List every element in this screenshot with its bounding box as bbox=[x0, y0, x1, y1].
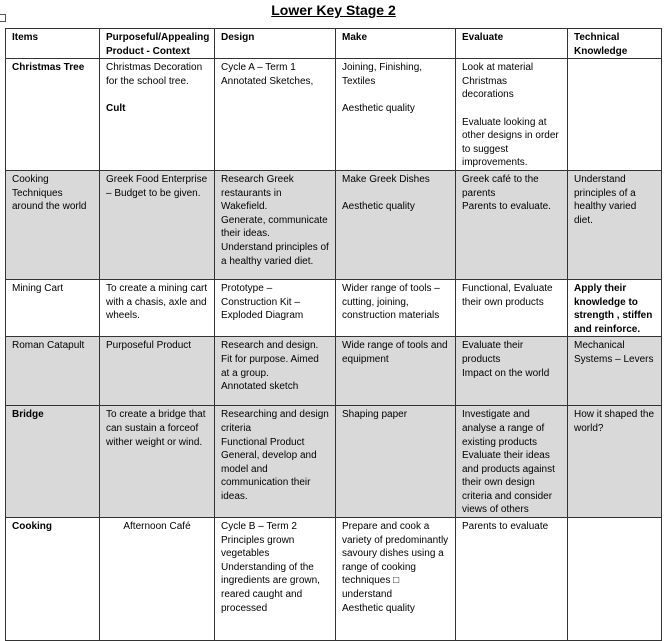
cell-line: Christmas Decoration for the school tree. bbox=[106, 62, 203, 87]
evaluate-cell bbox=[456, 337, 568, 406]
cell-line bbox=[106, 88, 208, 102]
evaluate-cell bbox=[456, 170, 568, 279]
cell-line: Wider range of tools – cutting, joining, construction materials bbox=[342, 282, 440, 322]
design-cell bbox=[215, 59, 336, 171]
cell-line: Apply their knowledge to strength , stiffen and reinforce. bbox=[574, 282, 653, 335]
evaluate-cell bbox=[456, 518, 568, 641]
cell-line bbox=[342, 187, 449, 201]
design-cell bbox=[215, 337, 336, 406]
cell-line: Research and design. bbox=[221, 340, 319, 352]
cell-line: Wide range of tools and equipment bbox=[342, 340, 448, 365]
evaluate-cell bbox=[456, 59, 568, 171]
page-title: Lower Key Stage 2 bbox=[271, 2, 396, 18]
context-cell bbox=[100, 406, 215, 518]
cell-line: Aesthetic quality bbox=[342, 201, 415, 213]
cell-line: Cycle A – Term 1 bbox=[221, 62, 296, 74]
design-cell bbox=[215, 170, 336, 279]
table-row bbox=[6, 170, 662, 279]
design-cell bbox=[215, 279, 336, 336]
design-cell bbox=[215, 406, 336, 518]
cell-line: Understand principles of a healthy varied diet. bbox=[574, 173, 637, 226]
cell-line: understand bbox=[342, 589, 393, 601]
technical-cell bbox=[568, 337, 662, 406]
item-cell: Mining Cart bbox=[6, 279, 100, 336]
item-cell: Roman Catapult bbox=[6, 337, 100, 406]
technical-cell bbox=[568, 279, 662, 336]
item-cell: Bridge bbox=[6, 406, 100, 518]
cell-line: Annotated Sketches, bbox=[221, 75, 314, 87]
cell-line: Cycle B – Term 2 bbox=[221, 521, 297, 533]
item-cell: Cooking bbox=[6, 518, 100, 641]
cell-line: Cult bbox=[106, 102, 126, 114]
cell-line: Annotated sketch bbox=[221, 381, 299, 393]
cell-line: Research Greek restaurants in Wakefield. bbox=[221, 173, 294, 213]
cell-line: Understanding of the ingredients are grown, reared caught and processed bbox=[221, 561, 320, 614]
table-row bbox=[6, 279, 662, 336]
make-cell bbox=[336, 406, 456, 518]
cell-line: Impact on the world bbox=[462, 367, 550, 379]
cell-line: Principles grown vegetables bbox=[221, 534, 295, 560]
cell-line: Parents to evaluate bbox=[462, 521, 549, 533]
design-cell bbox=[215, 518, 336, 641]
cell-line: Aesthetic quality bbox=[342, 102, 415, 114]
technical-cell bbox=[568, 170, 662, 279]
header-design: Design bbox=[215, 29, 336, 59]
technical-cell bbox=[568, 406, 662, 518]
cell-line: Shaping paper bbox=[342, 409, 408, 421]
evaluate-cell bbox=[456, 279, 568, 336]
cell-line: To create a mining cart with a chasis, axle and wheels. bbox=[106, 282, 208, 322]
curriculum-table bbox=[5, 28, 662, 641]
cell-line: Parents to evaluate. bbox=[462, 201, 551, 213]
item-cell: Cooking Techniques around the world bbox=[6, 170, 100, 279]
cell-line: Prototype – Construction Kit – Exploded Diagram bbox=[221, 282, 304, 322]
cell-line: To create a bridge that can sustain a forceof wither weight or wind. bbox=[106, 409, 206, 448]
cell-line: How it shaped the world? bbox=[574, 409, 655, 434]
header-row bbox=[6, 29, 662, 59]
cell-line: Make Greek Dishes bbox=[342, 173, 430, 185]
header-evaluate: Evaluate bbox=[456, 29, 568, 59]
cell-line: General, develop and model and communication their ideas. bbox=[221, 450, 317, 502]
cell-line: Evaluate their ideas and products against their own design criteria and consider views of others bbox=[462, 450, 555, 516]
make-cell bbox=[336, 518, 456, 641]
cell-line: Joining, Finishing, Textiles bbox=[342, 62, 423, 87]
cell-line: Afternoon Café bbox=[123, 521, 191, 533]
make-cell bbox=[336, 170, 456, 279]
make-cell bbox=[336, 337, 456, 406]
cell-line: Greek café to the parents bbox=[462, 173, 539, 199]
cell-line: Researching and design criteria bbox=[221, 409, 329, 434]
table-row bbox=[6, 518, 662, 641]
cell-line: Functional Product bbox=[221, 436, 305, 448]
cell-line: Evaluate their products bbox=[462, 340, 524, 365]
item-cell: Christmas Tree bbox=[6, 59, 100, 171]
table-row bbox=[6, 406, 662, 518]
cell-line: Fit for purpose. Aimed at a group. bbox=[221, 353, 319, 379]
table-row bbox=[6, 59, 662, 171]
cell-line: Functional, Evaluate their own products bbox=[462, 282, 553, 308]
cell-line: Generate, communicate their ideas. bbox=[221, 214, 328, 240]
cell-line: Greek Food Enterprise – Budget to be given. bbox=[106, 173, 208, 199]
context-cell bbox=[100, 279, 215, 336]
cell-line: Look at material Christmas decorations bbox=[462, 62, 534, 101]
context-cell bbox=[100, 337, 215, 406]
header-technical: Technical Knowledge bbox=[568, 29, 662, 59]
cell-line bbox=[342, 88, 449, 102]
make-cell bbox=[336, 59, 456, 171]
cell-line: Aesthetic quality bbox=[342, 602, 415, 614]
table-row bbox=[6, 337, 662, 406]
cell-line bbox=[462, 102, 561, 116]
cell-line: Evaluate looking at other designs in order to suggest improvements. bbox=[462, 116, 559, 169]
technical-cell bbox=[568, 59, 662, 171]
header-make: Make bbox=[336, 29, 456, 59]
cell-line: Understand principles of a healthy varied diet. bbox=[221, 241, 329, 267]
context-cell bbox=[100, 170, 215, 279]
cell-line: Mechanical Systems – Levers bbox=[574, 340, 654, 365]
header-items: Items bbox=[6, 29, 100, 59]
context-cell bbox=[100, 518, 215, 641]
technical-cell bbox=[568, 518, 662, 641]
cell-line: Investigate and analyse a range of existing products bbox=[462, 409, 545, 448]
cell-line: Prepare and cook a variety of predominantly savoury dishes using a range of cooking techniques □ bbox=[342, 521, 449, 587]
make-cell bbox=[336, 279, 456, 336]
context-cell bbox=[100, 59, 215, 171]
cell-line: Purposeful Product bbox=[106, 340, 192, 352]
header-context: Purposeful/Appealing Product - Context bbox=[100, 29, 215, 59]
evaluate-cell bbox=[456, 406, 568, 518]
